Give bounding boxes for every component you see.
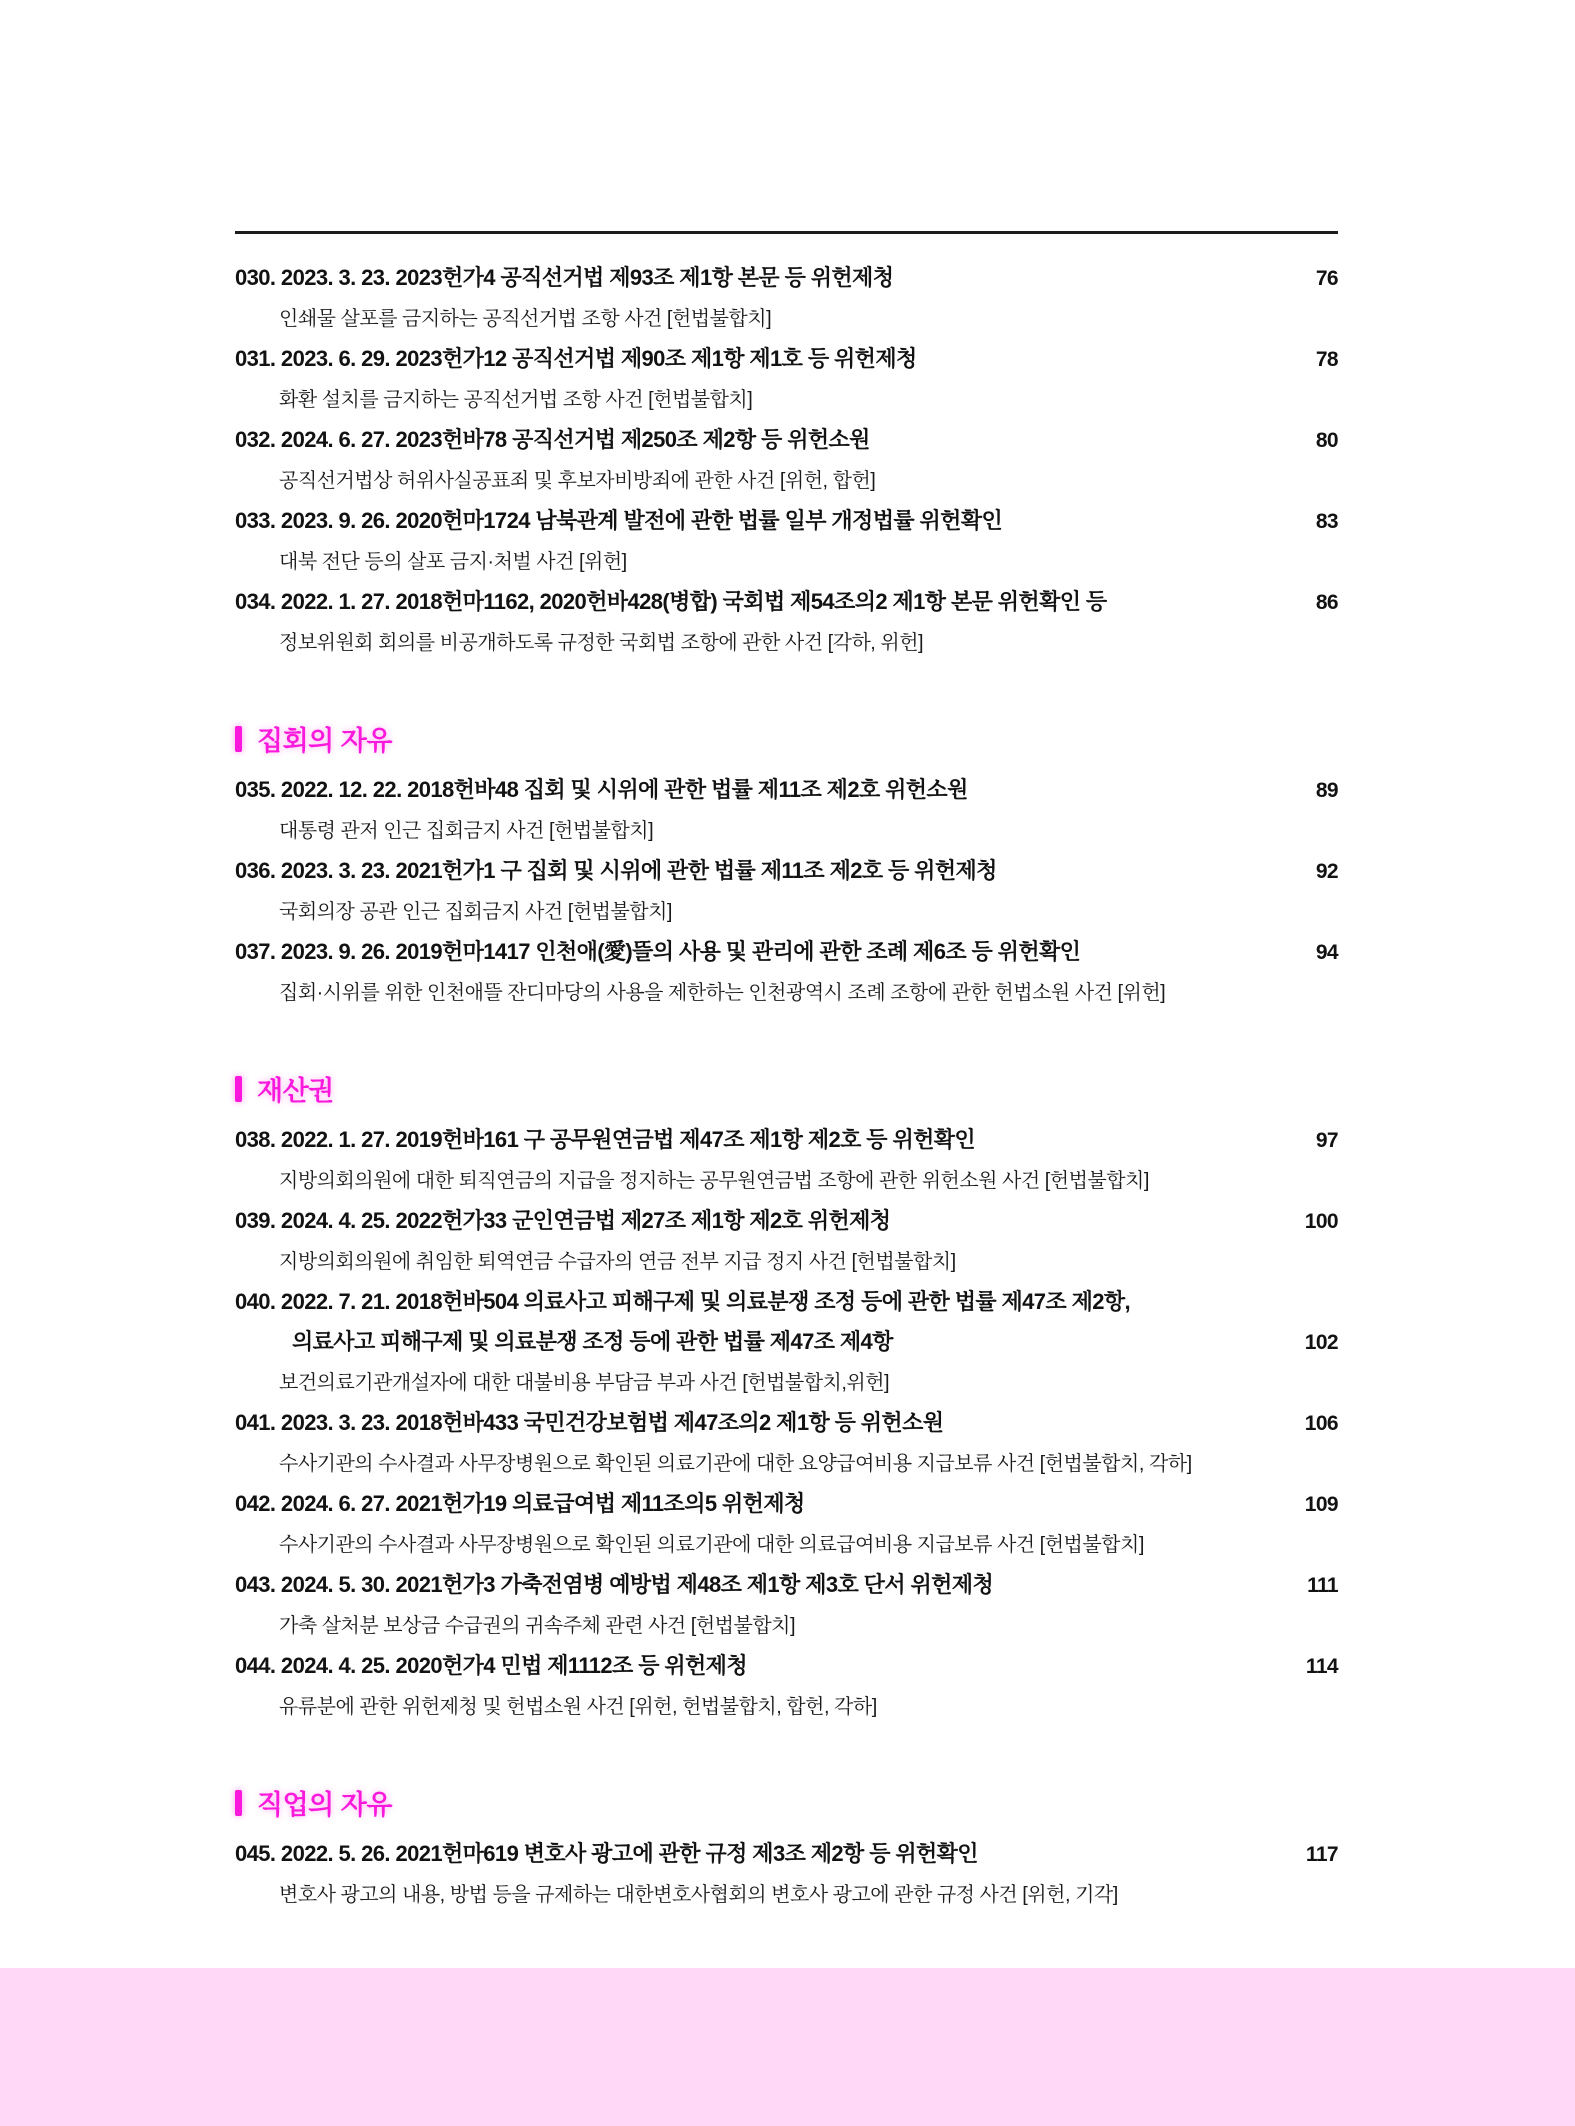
toc-entry-subtitle: 유류분에 관한 위헌제청 및 헌법소원 사건 [위헌, 헌법불합치, 합헌, 각하] [279, 1696, 877, 1718]
toc-entry-title: 032. 2024. 6. 27. 2023헌바78 공직선거법 제250조 제2항 등 위헌소원 [235, 427, 870, 452]
toc-entry-page-number: 76 [1315, 267, 1338, 290]
section-bar-icon [235, 1076, 242, 1102]
toc-entry-title: 030. 2023. 3. 23. 2023헌가4 공직선거법 제93조 제1항 본문 등 위헌제청 [235, 265, 894, 290]
toc-entry-line [235, 1565, 1338, 1606]
toc-entry-page-number: 109 [1304, 1493, 1338, 1516]
toc-entry-subtitle: 국회의장 공관 인근 집회금지 사건 [헌법불합치] [279, 901, 672, 923]
toc-entry-subtitle: 보건의료기관개설자에 대한 대불비용 부담금 부과 사건 [헌법불합치,위헌] [279, 1372, 890, 1394]
top-rule [235, 231, 1338, 234]
toc-entry-title: 045. 2022. 5. 26. 2021헌마619 변호사 광고에 관한 규정 제3조 제2항 등 위헌확인 [235, 1841, 978, 1866]
toc-entry-page-number: 78 [1315, 348, 1338, 371]
toc-list [235, 258, 1338, 1915]
toc-entry-page-number: 89 [1315, 779, 1338, 802]
section-header-label: 직업의 자유 [257, 1790, 392, 1820]
section-header [235, 719, 1338, 758]
toc-entry-subtitle: 집회·시위를 위한 인천애뜰 잔디마당의 사용을 제한하는 인천광역시 조례 조항에 관한 헌법소원 사건 [위헌] [279, 982, 1166, 1004]
toc-entry-line [235, 582, 1338, 623]
toc-entry-subtitle: 수사기관의 수사결과 사무장병원으로 확인된 의료기관에 대한 요양급여비용 지급보류 사건 [헌법불합치, 각하] [279, 1453, 1192, 1475]
toc-entry-subtitle: 화환 설치를 금지하는 공직선거법 조항 사건 [헌법불합치] [279, 389, 753, 411]
toc-entry-page-number: 86 [1315, 591, 1338, 614]
toc-entry-line [235, 1403, 1338, 1444]
toc-entry-subtitle: 지방의회의원에 취임한 퇴역연금 수급자의 연금 전부 지급 정지 사건 [헌법불합치] [279, 1251, 956, 1273]
toc-entry-title: 037. 2023. 9. 26. 2019헌마1417 인천애(愛)뜰의 사용 및 관리에 관한 조례 제6조 등 위헌확인 [235, 939, 1081, 964]
section-header [235, 1783, 1338, 1822]
section-header-label: 재산권 [257, 1076, 334, 1106]
toc-entry-subtitle: 대통령 관저 인근 집회금지 사건 [헌법불합치] [279, 820, 654, 842]
toc-entry-line [235, 1120, 1338, 1161]
toc-entry-page-number: 114 [1305, 1655, 1338, 1678]
toc-entry-title: 031. 2023. 6. 29. 2023헌가12 공직선거법 제90조 제1항 제1호 등 위헌제청 [235, 346, 917, 371]
toc-entry-line [235, 1282, 1338, 1322]
section-header [235, 1069, 1338, 1108]
toc-entry-page-number: 117 [1305, 1843, 1338, 1866]
toc-entry-subtitle: 수사기관의 수사결과 사무장병원으로 확인된 의료기관에 대한 의료급여비용 지급보류 사건 [헌법불합치] [279, 1534, 1144, 1556]
toc-entry-subtitle: 공직선거법상 허위사실공표죄 및 후보자비방죄에 관한 사건 [위헌, 합헌] [279, 470, 876, 492]
section-bar-icon [235, 726, 242, 752]
toc-entry-line [235, 1201, 1338, 1242]
toc-entry-title: 033. 2023. 9. 26. 2020헌마1724 남북관계 발전에 관한 법률 일부 개정법률 위헌확인 [235, 508, 1003, 533]
toc-entry-page-number: 102 [1304, 1331, 1338, 1354]
toc-entry-page-number: 100 [1304, 1210, 1338, 1233]
toc-entry-title: 039. 2024. 4. 25. 2022헌가33 군인연금법 제27조 제1항 제2호 위헌제청 [235, 1208, 891, 1233]
toc-content [235, 231, 1338, 1915]
toc-entry-title: 042. 2024. 6. 27. 2021헌가19 의료급여법 제11조의5 위헌제청 [235, 1491, 805, 1516]
toc-entry-page-number: 106 [1304, 1412, 1338, 1435]
toc-entry-subtitle: 인쇄물 살포를 금지하는 공직선거법 조항 사건 [헌법불합치] [279, 308, 772, 330]
toc-entry-title: 041. 2023. 3. 23. 2018헌바433 국민건강보험법 제47조의2 제1항 등 위헌소원 [235, 1410, 944, 1435]
toc-entry-title: 의료사고 피해구제 및 의료분쟁 조정 등에 관한 법률 제47조 제4항 [292, 1329, 893, 1354]
toc-entry-title: 044. 2024. 4. 25. 2020헌가4 민법 제1112조 등 위헌제청 [235, 1653, 747, 1678]
toc-entry-subtitle: 변호사 광고의 내용, 방법 등을 규제하는 대한변호사협회의 변호사 광고에 관한 규정 사건 [위헌, 기각] [279, 1884, 1118, 1906]
toc-entry-line [235, 420, 1338, 461]
toc-entry-line [235, 932, 1338, 973]
toc-entry-subtitle: 대북 전단 등의 살포 금지·처벌 사건 [위헌] [279, 551, 627, 573]
toc-entry-line [235, 501, 1338, 542]
toc-entry-page-number: 111 [1307, 1574, 1338, 1597]
toc-entry-line [235, 851, 1338, 892]
toc-entry-page-number: 80 [1315, 429, 1338, 452]
toc-entry-line [235, 1834, 1338, 1875]
toc-entry-page-number: 94 [1315, 941, 1338, 964]
toc-entry-line [235, 339, 1338, 380]
section-bar-icon [235, 1790, 242, 1816]
toc-entry-title: 038. 2022. 1. 27. 2019헌바161 구 공무원연금법 제47조 제1항 제2호 등 위헌확인 [235, 1127, 976, 1152]
toc-entry-line [235, 258, 1338, 299]
toc-entry-page-number: 83 [1315, 510, 1338, 533]
toc-entry-title: 040. 2022. 7. 21. 2018헌바504 의료사고 피해구제 및 의료분쟁 조정 등에 관한 법률 제47조 제2항, [235, 1289, 1131, 1314]
toc-entry-line [235, 1322, 1338, 1363]
toc-entry-subtitle: 가축 살처분 보상금 수급권의 귀속주체 관련 사건 [헌법불합치] [279, 1615, 796, 1637]
toc-entry-page-number: 97 [1315, 1129, 1338, 1152]
toc-entry-line [235, 770, 1338, 811]
footer-band [0, 1968, 1575, 2126]
toc-entry-title: 035. 2022. 12. 22. 2018헌바48 집회 및 시위에 관한 법률 제11조 제2호 위헌소원 [235, 777, 968, 802]
toc-entry-title: 036. 2023. 3. 23. 2021헌가1 구 집회 및 시위에 관한 법률 제11조 제2호 등 위헌제청 [235, 858, 997, 883]
toc-entry-page-number: 92 [1315, 860, 1338, 883]
toc-entry-line [235, 1484, 1338, 1525]
toc-entry-line [235, 1646, 1338, 1687]
toc-entry-title: 034. 2022. 1. 27. 2018헌마1162, 2020헌바428(병합) 국회법 제54조의2 제1항 본문 위헌확인 등 [235, 589, 1107, 614]
section-header-label: 집회의 자유 [257, 726, 392, 756]
toc-entry-title: 043. 2024. 5. 30. 2021헌가3 가축전염병 예방법 제48조 제1항 제3호 단서 위헌제청 [235, 1572, 994, 1597]
toc-entry-subtitle: 지방의회의원에 대한 퇴직연금의 지급을 정지하는 공무원연금법 조항에 관한 위헌소원 사건 [헌법불합치] [279, 1170, 1149, 1192]
toc-entry-subtitle: 정보위원회 회의를 비공개하도록 규정한 국회법 조항에 관한 사건 [각하, 위헌] [279, 632, 924, 654]
